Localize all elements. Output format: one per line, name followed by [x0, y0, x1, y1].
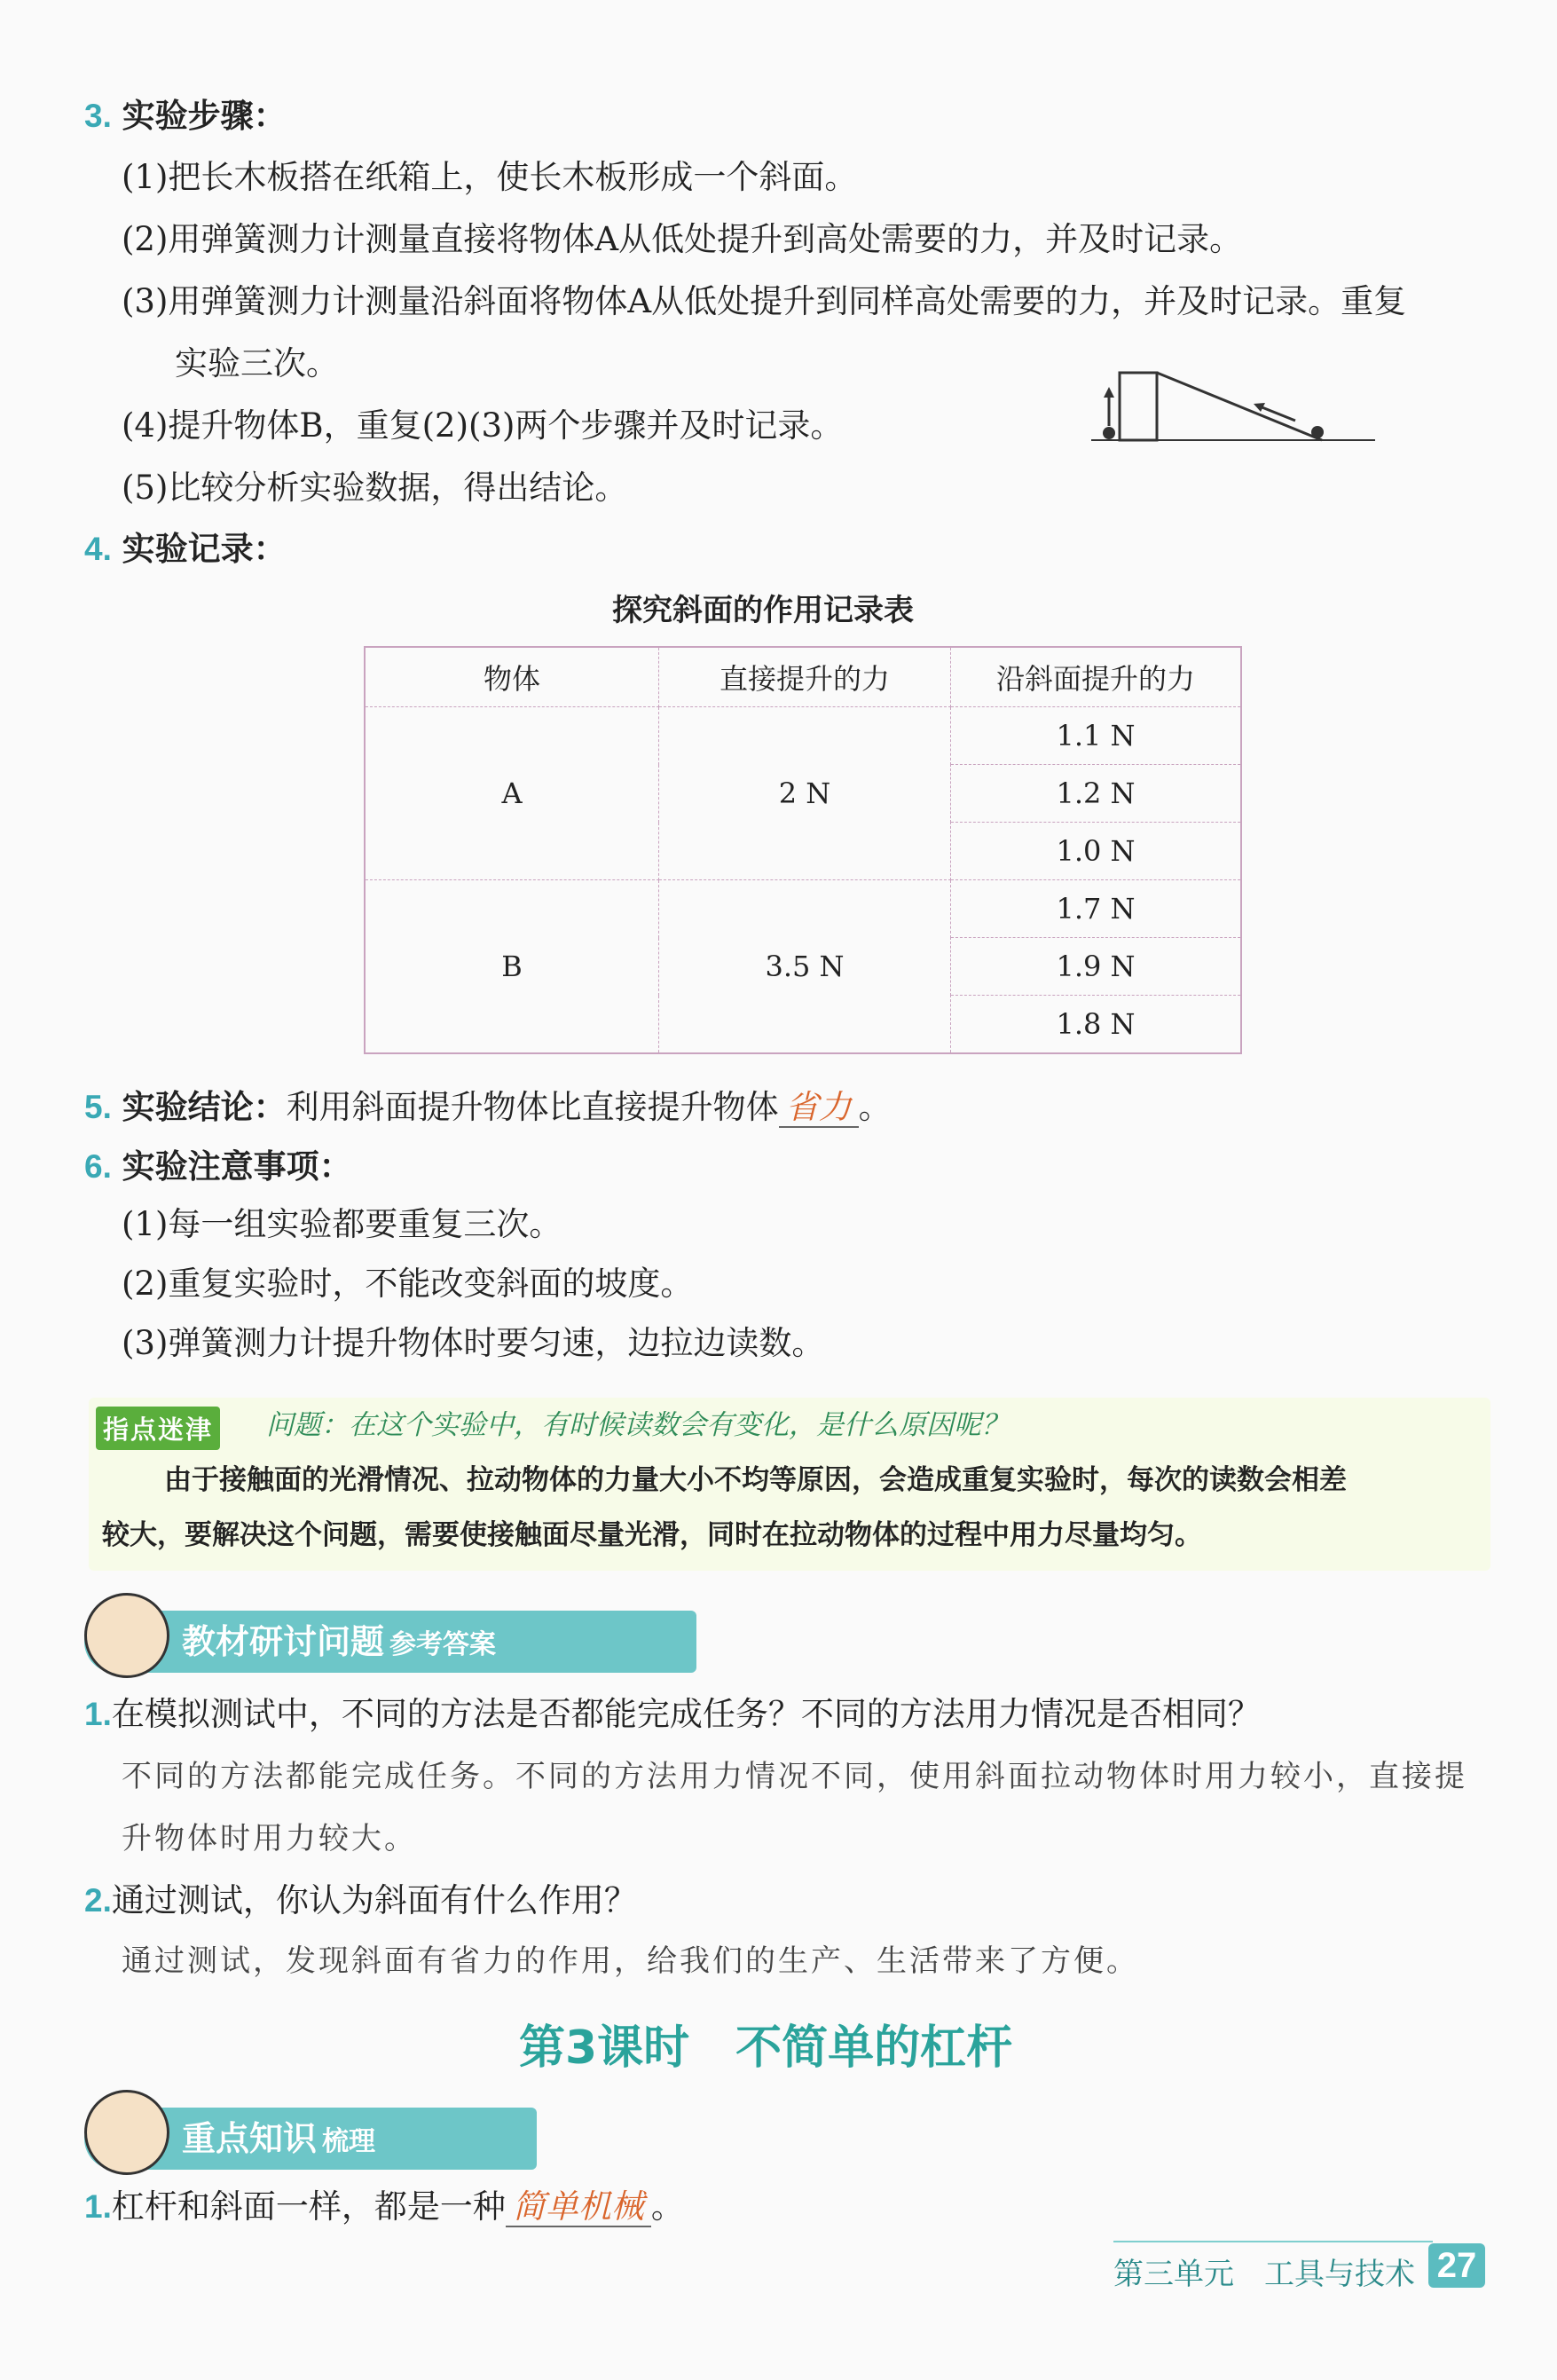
banner-key-sub: 梳理	[322, 2126, 376, 2157]
knowledge-1-text: 杠杆和斜面一样，都是一种	[111, 2187, 506, 2226]
mascot-avatar-2	[84, 2090, 169, 2175]
section5-text: 利用斜面提升物体比直接提升物体	[286, 1088, 779, 1126]
qa-1-question-text: 在模拟测试中，不同的方法是否都能完成任务？不同的方法用力情况是否相同？	[111, 1695, 1261, 1733]
qa-2-number: 2.	[84, 1882, 112, 1919]
banner-discussion	[84, 1611, 696, 1673]
step-1: (1)把长木板搭在纸箱上，使长木板形成一个斜面。	[122, 158, 858, 196]
cell-direct-a: 2 N	[659, 707, 951, 880]
section5-end: 。	[858, 1088, 892, 1126]
section4-number: 4.	[84, 531, 112, 567]
section5-answer: 省力	[779, 1088, 859, 1128]
banner-key-main: 重点知识	[182, 2119, 318, 2158]
section5	[84, 1087, 892, 1127]
banner-discussion-sub: 参考答案	[389, 1629, 497, 1660]
step-2: (2)用弹簧测力计测量直接将物体A从低处提升到高处需要的力，并及时记录。	[122, 220, 1243, 258]
cell-object-a: A	[365, 707, 659, 880]
section6-heading	[84, 1147, 352, 1186]
tip-answer-line2: 较大，要解决这个问题，需要使接触面尽量光滑，同时在拉动物体的过程中用力尽量均匀。	[102, 1519, 1202, 1551]
step-5: (5)比较分析实验数据，得出结论。	[122, 469, 628, 507]
box	[1120, 373, 1157, 440]
knowledge-1-end: 。	[650, 2187, 684, 2226]
tip-answer-line1: 由于接触面的光滑情况、拉动物体的力量大小不均等原因，会造成重复实验时，每次的读数会相差	[164, 1464, 1347, 1496]
knowledge-1-answer: 简单机械	[506, 2187, 651, 2227]
footer-unit: 第三单元 工具与技术	[1113, 2257, 1415, 2292]
qa-1-answer-line2: 升物体时用力较大。	[122, 1821, 417, 1856]
section5-number: 5.	[84, 1089, 112, 1125]
section6-number: 6.	[84, 1148, 112, 1185]
cell-slope-a1: 1.1 N	[951, 707, 1242, 765]
qa-1-question	[84, 1695, 1261, 1734]
section3-title: 实验步骤：	[122, 96, 287, 135]
note-1: (1)每一组实验都要重复三次。	[122, 1205, 562, 1243]
cell-slope-b1: 1.7 N	[951, 880, 1242, 938]
qa-1-answer-line1: 不同的方法都能完成任务。不同的方法用力情况不同，使用斜面拉动物体时用力较小，直接提	[122, 1759, 1467, 1794]
header-direct: 直接提升的力	[659, 647, 951, 707]
section4-title: 实验记录：	[122, 529, 287, 568]
cell-slope-b3: 1.8 N	[951, 996, 1242, 1054]
knowledge-1	[84, 2187, 684, 2226]
cell-object-b: B	[365, 880, 659, 1054]
step-3-cont: 实验三次。	[175, 344, 339, 382]
qa-2-question-text: 通过测试，你认为斜面有什么作用？	[111, 1881, 637, 1919]
table-title: 探究斜面的作用记录表	[612, 593, 914, 628]
cell-direct-b: 3.5 N	[659, 880, 951, 1054]
tip-question: 问题：在这个实验中，有时候读数会有变化，是什么原因呢？	[266, 1409, 1009, 1441]
footer-rule	[1113, 2241, 1433, 2242]
header-object: 物体	[365, 647, 659, 707]
section5-title: 实验结论：	[122, 1087, 287, 1126]
cell-slope-a2: 1.2 N	[951, 765, 1242, 823]
mascot-avatar-1	[84, 1593, 169, 1678]
record-table	[364, 646, 1242, 1054]
table-header-row	[365, 647, 1241, 707]
qa-1-number: 1.	[84, 1696, 112, 1732]
cell-slope-a3: 1.0 N	[951, 823, 1242, 880]
slope-diagram	[1082, 355, 1384, 453]
qa-2-question	[84, 1881, 637, 1920]
note-2: (2)重复实验时，不能改变斜面的坡度。	[122, 1265, 694, 1303]
object-left	[1103, 427, 1115, 439]
qa-2-answer: 通过测试，发现斜面有省力的作用，给我们的生产、生活带来了方便。	[122, 1943, 1139, 1979]
object-right	[1311, 426, 1324, 438]
slope-board	[1157, 373, 1322, 440]
note-3: (3)弹簧测力计提升物体时要匀速，边拉边读数。	[122, 1324, 825, 1362]
tip-tag: 指点迷津	[96, 1407, 220, 1450]
section4-heading	[84, 529, 287, 569]
cell-slope-b2: 1.9 N	[951, 938, 1242, 996]
banner-discussion-main: 教材研讨问题	[182, 1622, 385, 1661]
section6-title: 实验注意事项：	[122, 1147, 352, 1186]
section3-number: 3.	[84, 98, 112, 134]
table-row	[365, 707, 1241, 765]
step-4: (4)提升物体B，重复(2)(3)两个步骤并及时记录。	[122, 406, 844, 445]
step-3: (3)用弹簧测力计测量沿斜面将物体A从低处提升到同样高处需要的力，并及时记录。重复	[122, 282, 1407, 320]
table-row	[365, 880, 1241, 938]
pull-arrow	[1260, 406, 1295, 421]
lesson-title: 第3课时 不简单的杠杆	[519, 2021, 1013, 2075]
header-slope: 沿斜面提升的力	[951, 647, 1242, 707]
page-number: 27	[1428, 2243, 1485, 2288]
knowledge-1-number: 1.	[84, 2188, 112, 2225]
section3-heading	[84, 96, 287, 136]
